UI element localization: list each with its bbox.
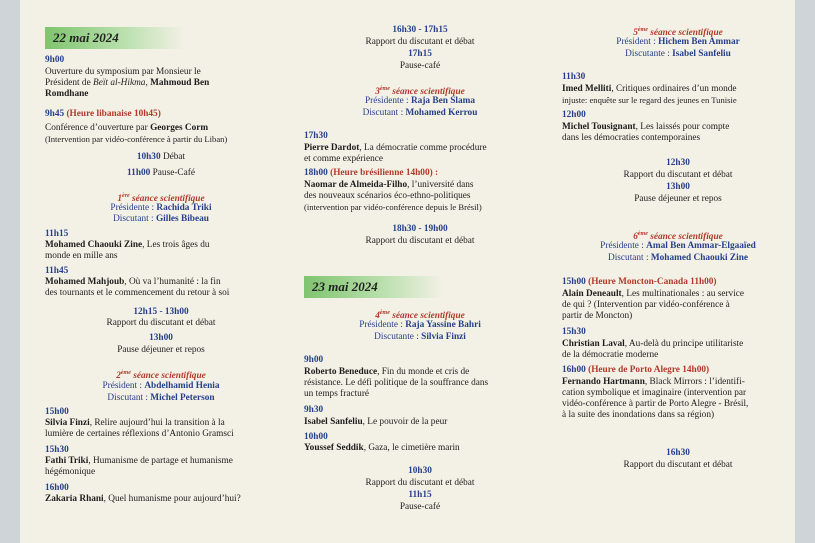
- time-row: [304, 168, 536, 179]
- opening-line: Ouverture du symposium par Monsieur le: [45, 67, 201, 77]
- opening-text: [45, 67, 277, 78]
- comma: ,: [145, 78, 148, 88]
- report-label: Rapport du discutant et débat: [365, 37, 475, 47]
- pause-label: Pause-café: [399, 61, 441, 71]
- chair-label: Président :: [616, 37, 659, 47]
- talk-line-2: des tournants et le commencement du retour à soi: [45, 288, 230, 298]
- talk-line-2: hégémonique: [45, 467, 96, 477]
- talk-title: , Relire aujourd’hui la transition à la: [89, 418, 225, 428]
- chair-name: Raja Yassine Bahri: [405, 320, 481, 330]
- time-label: 17h30: [304, 131, 328, 141]
- discussant-name: Isabel Sanfeliu: [672, 49, 731, 59]
- talk-line-2: des nouveaux scénarios éco-ethno-politiques: [304, 191, 471, 201]
- talk-line-2: de qui ? (Intervention par vidéo-conférence à: [562, 300, 730, 310]
- talk-title: , Les laissés pour compte: [635, 122, 730, 132]
- session-discussant: [304, 332, 536, 343]
- talk-note: (intervention par vidéo-conférence depuis le Brésil): [304, 202, 482, 212]
- session-number: 2: [116, 371, 121, 382]
- session-number: 1: [117, 194, 123, 205]
- lunch-label: Pause déjeuner et repos: [634, 194, 722, 204]
- talk-title: , Les trois âges du: [142, 240, 210, 250]
- time-label: 12h00: [562, 110, 586, 120]
- pause-row: [45, 168, 277, 179]
- time-label: 16h30: [666, 448, 690, 458]
- report-label: Rapport du discutant et débat: [623, 460, 733, 470]
- timezone-note: (Heure brésilienne 14h00) :: [330, 168, 439, 178]
- session-sup: ème: [379, 86, 390, 92]
- chair-label: Présidente :: [110, 203, 157, 213]
- talk-line: [45, 494, 277, 505]
- debate-row: [45, 152, 277, 163]
- talk-line-2: résistance. Le défi politique de la souffrance dans: [304, 378, 489, 388]
- session-sup: ème: [379, 310, 390, 316]
- session-chair: [45, 381, 277, 392]
- time-label: 9h30: [304, 405, 324, 415]
- talk-line: [304, 417, 536, 428]
- discussant-label: Discutant :: [107, 393, 151, 403]
- speaker-name: Zakaria Rhani: [45, 494, 104, 504]
- time-label: 11h15: [45, 229, 69, 239]
- talk-line: [562, 289, 794, 300]
- time-label: 15h30: [562, 327, 586, 337]
- talk-title: , Le pouvoir de la peur: [362, 417, 448, 427]
- discussant-label: Discutante :: [374, 332, 422, 342]
- time-label: 18h00: [304, 168, 328, 178]
- discussant-name: Gilles Bibeau: [155, 214, 209, 224]
- talk-title: , Les multinationales : au service: [621, 289, 745, 299]
- talk-line-2: lumière de certaines réflexions d’Antonio Gramsci: [45, 429, 234, 439]
- chair-name: Rachida Triki: [156, 203, 212, 213]
- pause-label: Pause-café: [399, 502, 441, 512]
- time-label: 10h30: [136, 152, 161, 162]
- speaker-name: Fernando Hartmann: [562, 377, 645, 387]
- discussant-label: Discutant :: [113, 214, 156, 224]
- talk-line-2: dans les démocraties contemporaines: [562, 133, 701, 143]
- time-label: 13h00: [149, 333, 173, 343]
- program-page: [20, 0, 795, 543]
- opening-text-part: Président de: [45, 78, 94, 88]
- speaker-name: Georges Corm: [150, 123, 209, 133]
- institution-name: Beït al-Hikma: [93, 78, 146, 88]
- time-row: [562, 365, 794, 376]
- report-label: Rapport du discutant et débat: [623, 170, 733, 180]
- speaker-name: Mohamed Chaouki Zine: [45, 240, 143, 250]
- speaker-name: Isabel Sanfeliu: [304, 417, 363, 427]
- talk-title: , Quel humanisme pour aujourd’hui?: [103, 494, 241, 504]
- session-label: séance scientifique: [130, 371, 206, 382]
- report-label: Rapport du discutant et débat: [365, 478, 475, 488]
- session-sup: ère: [122, 193, 130, 199]
- talk-title: , l’université dans: [407, 180, 474, 190]
- talk-line-2: monde en mille ans: [45, 251, 118, 261]
- chair-name: Hichem Ben Ammar: [658, 37, 740, 47]
- session-chair: [45, 203, 277, 214]
- session-chair: [562, 37, 794, 48]
- session-chair: [304, 320, 536, 331]
- time-label: 18h30 - 19h00: [392, 224, 448, 234]
- timezone-note: (Heure Moncton-Canada 11h00): [588, 277, 717, 287]
- session-label: séance scientifique: [129, 194, 205, 205]
- talk-line: [45, 456, 277, 467]
- speaker-name: Youssef Seddik: [304, 443, 364, 453]
- conference-note: (Intervention par vidéo-conférence à partir du Liban): [45, 134, 228, 144]
- time-label: 16h30 - 17h15: [392, 25, 448, 35]
- time-label: 11h30: [562, 72, 586, 82]
- session-chair: [562, 241, 794, 252]
- speaker-name: Pierre Dardot: [304, 143, 360, 153]
- talk-line: [562, 377, 794, 388]
- session-number: 6: [633, 232, 638, 243]
- session-sup: ème: [637, 27, 648, 33]
- session-discussant: [562, 253, 794, 264]
- speaker-name: Silvia Finzi: [45, 418, 90, 428]
- speaker-name: Michel Tousignant: [562, 122, 636, 132]
- talk-line-2: cation symbolique et imaginaire (intervention par: [562, 388, 747, 398]
- session-chair: [304, 96, 536, 107]
- talk-line: [304, 143, 536, 154]
- time-label: 13h00: [666, 182, 690, 192]
- speaker-name: Roberto Beneduce: [304, 367, 378, 377]
- chair-name: Amal Ben Ammar-Elgaaïed: [646, 241, 756, 251]
- discussant-name: Mohamed Kerrou: [405, 108, 478, 118]
- speaker-name: Mohamed Mahjoub: [45, 277, 125, 287]
- session-discussant: [562, 49, 794, 60]
- talk-title: , Black Mirrors : l’identifi-: [644, 377, 745, 387]
- talk-line-3: un temps fracturé: [304, 389, 370, 399]
- session-sup: ème: [120, 370, 131, 376]
- talk-title: , La démocratie comme procédure: [359, 143, 487, 153]
- session-discussant: [45, 393, 277, 404]
- timezone-note: (Heure libanaise 10h45): [66, 109, 161, 119]
- talk-line: [304, 367, 536, 378]
- chair-label: Président :: [102, 381, 145, 391]
- talk-title: , Critiques ordinaires d’un monde: [611, 84, 737, 94]
- chair-name: Raja Ben Slama: [410, 96, 476, 106]
- date-banner: [304, 276, 444, 298]
- talk-title: , Où va l’humanité : la fin: [124, 277, 221, 287]
- speaker-name: Naomar de Almeida-Filho: [304, 180, 408, 190]
- time-label: 11h00: [127, 168, 151, 178]
- talk-line: [45, 277, 277, 288]
- talk-title: , Au-delà du principe utilitariste: [624, 339, 744, 349]
- report-label: Rapport du discutant et débat: [106, 318, 216, 328]
- time-label: 9h45: [45, 109, 65, 119]
- time-label: 10h30: [408, 466, 432, 476]
- session-label: séance scientifique: [647, 28, 723, 39]
- speaker-name: Mahmoud Ben: [150, 78, 210, 88]
- discussant-name: Michel Peterson: [150, 393, 215, 403]
- discussant-name: Silvia Finzi: [421, 332, 466, 342]
- session-number: 4: [375, 311, 380, 322]
- session-label: séance scientifique: [647, 232, 723, 243]
- session-discussant: [45, 214, 277, 225]
- discussant-label: Discutant :: [362, 108, 406, 118]
- talk-title: , Gaza, le cimetière marin: [363, 443, 460, 453]
- time-label: 9h00: [304, 355, 324, 365]
- discussant-name: Mohamed Chaouki Zine: [650, 253, 748, 263]
- debate-label: Débat: [162, 152, 186, 162]
- talk-line: [304, 180, 536, 191]
- chair-label: Présidente :: [364, 96, 411, 106]
- time-label: 11h15: [408, 490, 432, 500]
- date-label: 23 mai 2024: [312, 279, 378, 294]
- conference-text: Conférence d’ouverture par: [45, 123, 151, 133]
- session-sup: ème: [637, 231, 648, 237]
- date-label: 22 mai 2024: [53, 30, 119, 45]
- talk-line: [562, 122, 794, 133]
- time-label: 15h00: [562, 277, 586, 287]
- time-label: 12h15 - 13h00: [133, 307, 189, 317]
- chair-label: Présidente :: [600, 241, 647, 251]
- time-label: 16h00: [562, 365, 586, 375]
- talk-title: , Fin du monde et cris de: [377, 367, 470, 377]
- pause-label: Pause-Café: [152, 168, 195, 178]
- time-row: [562, 277, 794, 288]
- speaker-name-cont: Romdhane: [45, 89, 89, 99]
- talk-title: , Humanisme de partage et humanisme: [88, 456, 233, 466]
- time-row: [45, 109, 277, 120]
- opening-line-2: [45, 78, 277, 89]
- session-number: 3: [375, 87, 380, 98]
- session-label: séance scientifique: [389, 87, 465, 98]
- conference-line: [45, 123, 277, 134]
- time-label: 15h30: [45, 445, 69, 455]
- discussant-label: Discutante :: [625, 49, 673, 59]
- time-label: 10h00: [304, 432, 328, 442]
- talk-line: [562, 339, 794, 350]
- talk-line-4: à la suite des inondations dans sa région): [562, 410, 715, 420]
- date-banner: [45, 27, 185, 49]
- talk-line-3: partir de Moncton): [562, 311, 633, 321]
- speaker-name: Imed Melliti: [562, 84, 612, 94]
- talk-line: [304, 443, 536, 454]
- session-title: [45, 368, 277, 382]
- session-discussant: [304, 108, 536, 119]
- session-number: 5: [633, 28, 638, 39]
- time-label: 12h30: [666, 158, 690, 168]
- lunch-label: Pause déjeuner et repos: [117, 345, 205, 355]
- talk-line: [45, 418, 277, 429]
- session-label: séance scientifique: [389, 311, 465, 322]
- talk-line-2: injuste: enquête sur le regard des jeunes en Tunisie: [562, 95, 737, 105]
- talk-line-2: de la démocratie moderne: [562, 350, 659, 360]
- talk-line-3: vidéo-conférence à partir de Porto Alegre - Brésil,: [562, 399, 749, 409]
- speaker-name: Christian Laval: [562, 339, 625, 349]
- time-label: 9h00: [45, 55, 65, 65]
- report-label: Rapport du discutant et débat: [365, 236, 475, 246]
- time-label: 15h00: [45, 407, 69, 417]
- timezone-note: (Heure de Porto Alegre 14h00): [588, 365, 710, 375]
- talk-line: [562, 84, 794, 95]
- chair-label: Présidente :: [359, 320, 406, 330]
- discussant-label: Discutant :: [608, 253, 651, 263]
- time-label: 17h15: [408, 49, 432, 59]
- speaker-name: Alain Deneault: [562, 289, 622, 299]
- talk-line-2: et comme expérience: [304, 154, 383, 164]
- talk-line: [45, 240, 277, 251]
- chair-name: Abdelhamid Henia: [144, 381, 220, 391]
- time-label: 11h45: [45, 266, 69, 276]
- time-label: 16h00: [45, 483, 69, 493]
- speaker-name: Fathi Triki: [45, 456, 89, 466]
